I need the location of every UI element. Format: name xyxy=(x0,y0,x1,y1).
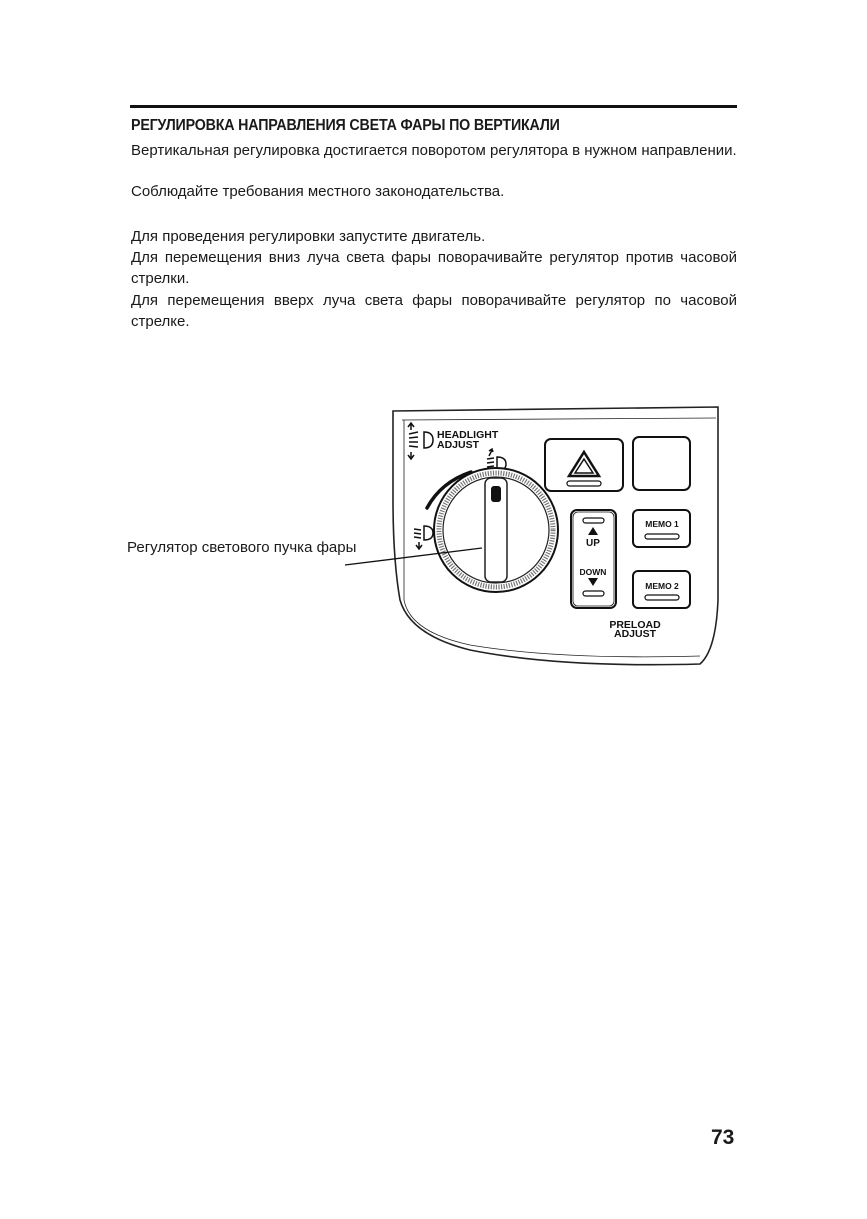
paragraph-start-engine: Для проведения регулировки запустите двигатель. xyxy=(131,228,486,245)
preload-up-down-switch[interactable] xyxy=(571,510,616,608)
memo-2-label: MEMO 2 xyxy=(645,581,679,591)
paragraph-beam-down: Для перемещения вниз луча света фары поворачивайте регулятор против часовой стрелки. xyxy=(131,249,737,287)
paragraph-beam-up: Для перемещения вверх луча света фары поворачивайте регулятор по часовой стрелке. xyxy=(131,292,737,330)
page-number: 73 xyxy=(711,1126,735,1149)
headlight-low-icon xyxy=(414,526,433,549)
paragraph-local-law: Соблюдайте требования местного законодательства. xyxy=(131,183,505,200)
section-title: РЕГУЛИРОВКА НАПРАВЛЕНИЯ СВЕТА ФАРЫ ПО ВЕРТИКАЛИ xyxy=(131,117,560,134)
blank-button[interactable] xyxy=(633,437,690,490)
paragraph-vertical-adjustment: Вертикальная регулировка достигается поворотом регулятора в нужном направлении. xyxy=(131,142,737,159)
down-label: DOWN xyxy=(579,567,607,577)
dial-callout-label: Регулятор светового пучка фары xyxy=(127,539,357,556)
preload-label-line1: PRELOAD xyxy=(609,619,661,631)
headlight-adjust-dial[interactable] xyxy=(434,468,558,592)
hazard-button[interactable] xyxy=(545,439,623,491)
headlight-label-line1: HEADLIGHT xyxy=(437,429,499,441)
memo-1-label: MEMO 1 xyxy=(645,519,679,529)
preload-label-line2: ADJUST xyxy=(613,628,657,640)
up-label: UP xyxy=(586,538,600,549)
headlight-up-icon xyxy=(408,423,433,459)
headlight-label-line2: ADJUST xyxy=(437,439,480,451)
